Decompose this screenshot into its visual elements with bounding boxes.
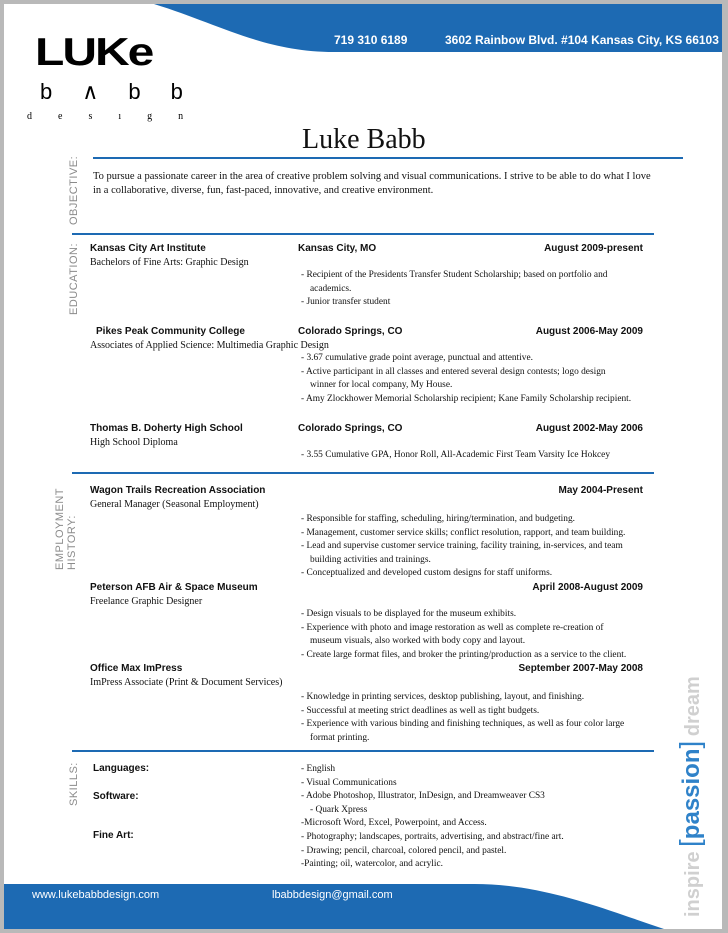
section-divider — [72, 233, 654, 235]
slogan-bracket-open: [ — [674, 839, 705, 847]
list-item: - Amy Zlockhower Memorial Scholarship recipient; Kane Family Scholarship recipient. — [301, 393, 632, 404]
list-item: -Painting; oil, watercolor, and acrylic. — [301, 859, 444, 870]
slogan-bracket-close: ] — [674, 740, 705, 749]
list-item: building activities and trainings. — [310, 554, 431, 565]
list-item: winner for local company, My House. — [310, 380, 453, 391]
section-label-objective: OBJECTIVE: — [68, 155, 80, 225]
education-degree: Associates of Applied Science: Multimedia Graphic Design — [90, 340, 329, 351]
education-dates: August 2009-present — [544, 243, 643, 254]
section-divider — [72, 472, 654, 474]
list-item: - 3.55 Cumulative GPA, Honor Roll, All-Academic First Team Varsity Ice Hokcey — [301, 450, 611, 460]
employment-bullets — [301, 608, 626, 662]
list-item: - Responsible for staffing, scheduling, hiring/termination, and budgeting. — [301, 514, 575, 524]
slogan-inspire: inspire — [682, 851, 704, 917]
header-phone: 719 310 6189 — [334, 33, 408, 47]
section-divider — [72, 750, 654, 752]
resume-page — [4, 4, 722, 929]
employment-role: General Manager (Seasonal Employment) — [90, 499, 259, 510]
section-label-education: EDUCATION: — [68, 242, 80, 315]
employment-dates: May 2004-Present — [558, 485, 643, 496]
employment-employer: Wagon Trails Recreation Association — [90, 485, 266, 496]
education-dates: August 2002-May 2006 — [535, 423, 643, 434]
logo-wordmark: LUKe — [35, 30, 153, 74]
employment-role: Freelance Graphic Designer — [90, 596, 203, 607]
skills-languages — [301, 763, 397, 790]
section-label-employment: EMPLOYMENT HISTORY: — [54, 488, 78, 570]
education-school: Pikes Peak Community College — [96, 326, 245, 337]
list-item: museum visuals, also worked with body copy and layout. — [310, 636, 526, 647]
employment-employer: Peterson AFB Air & Space Museum — [90, 582, 258, 593]
section-label-skills: SKILLS: — [68, 762, 80, 806]
education-location: Colorado Springs, CO — [298, 423, 403, 434]
list-item: - Active participant in all classes and entered several design contests; logo design — [301, 366, 606, 377]
education-bullets — [301, 352, 631, 406]
education-degree: High School Diploma — [90, 437, 178, 448]
list-item: - Experience with various binding and finishing techniques, as well as four color large — [301, 719, 625, 730]
footer-website[interactable]: www.lukebabbdesign.com — [32, 889, 160, 901]
education-school: Thomas B. Doherty High School — [90, 423, 243, 434]
employment-role: ImPress Associate (Print & Document Services) — [90, 677, 283, 688]
skills-fineart-label: Fine Art: — [93, 830, 134, 841]
list-item: - Successful at meeting strict deadlines as well as tight budgets. — [301, 705, 540, 716]
education-bullets — [301, 449, 610, 463]
slogan-dream: dream — [682, 676, 704, 737]
list-item: format printing. — [310, 732, 370, 743]
list-item: - Experience with photo and image restoration as well as complete re-creation of — [301, 622, 604, 633]
list-item: - Conceptualized and developed custom designs for staff uniforms. — [301, 568, 553, 579]
list-item: - Knowledge in printing services, desktop publishing, layout, and finishing. — [301, 692, 585, 702]
list-item: academics. — [310, 283, 352, 294]
list-item: - 3.67 cumulative grade point average, punctual and attentive. — [301, 353, 533, 363]
page-title: Luke Babb — [302, 124, 426, 155]
skills-languages-label: Languages: — [93, 763, 150, 774]
education-bullets — [301, 269, 607, 310]
employment-bullets — [301, 513, 625, 581]
logo-babb: b∧bb — [40, 79, 213, 104]
list-item: - Photography; landscapes, portraits, advertising, and abstract/fine art. — [301, 832, 564, 842]
list-item: - Visual Communications — [301, 777, 397, 788]
list-item: - Junior transfer student — [301, 297, 391, 308]
education-school: Kansas City Art Institute — [90, 243, 206, 254]
education-location: Kansas City, MO — [298, 243, 377, 254]
list-item: - Recipient of the Presidents Transfer Student Scholarship; based on portfolio and — [301, 270, 608, 280]
list-item: - Drawing; pencil, charcoal, colored pencil, and pastel. — [301, 845, 507, 856]
list-item: - Design visuals to be displayed for the museum exhibits. — [301, 609, 517, 619]
header-address: 3602 Rainbow Blvd. #104 Kansas City, KS 66103 — [445, 33, 719, 47]
footer-email[interactable]: lbabbdesign@gmail.com — [272, 889, 393, 901]
list-item: - Lead and supervise customer service training, facility training, in-services, and team — [301, 541, 623, 552]
list-item: - Create large format files, and broker the printing/production as a service to the client. — [301, 649, 627, 660]
name-divider — [93, 157, 683, 159]
education-degree: Bachelors of Fine Arts: Graphic Design — [90, 257, 249, 268]
list-item: -Microsoft Word, Excel, Powerpoint, and Access. — [301, 818, 487, 829]
employment-dates: April 2008-August 2009 — [532, 582, 643, 593]
list-item: - Quark Xpress — [310, 804, 368, 815]
list-item: - English — [301, 764, 336, 774]
skills-software-label: Software: — [93, 791, 139, 802]
objective-text: To pursue a passionate career in the area of creative problem solving and visual communications. I strive to be able to do what I love in a collaborative, diverse, fun, fast-paced, innovative, and creative environment. — [93, 171, 651, 196]
employment-employer: Office Max ImPress — [90, 663, 183, 674]
list-item: - Management, customer service skills; conflict resolution, rapport, and team building. — [301, 527, 626, 538]
education-dates: August 2006-May 2009 — [535, 326, 643, 337]
employment-bullets — [301, 691, 624, 745]
skills-software — [301, 790, 545, 831]
slogan-passion: passion — [678, 748, 705, 840]
employment-dates: September 2007-May 2008 — [518, 663, 643, 674]
list-item: - Adobe Photoshop, Illustrator, InDesign, and Dreamweaver CS3 — [301, 791, 545, 801]
education-location: Colorado Springs, CO — [298, 326, 403, 337]
logo-design: desıgn — [27, 111, 210, 122]
